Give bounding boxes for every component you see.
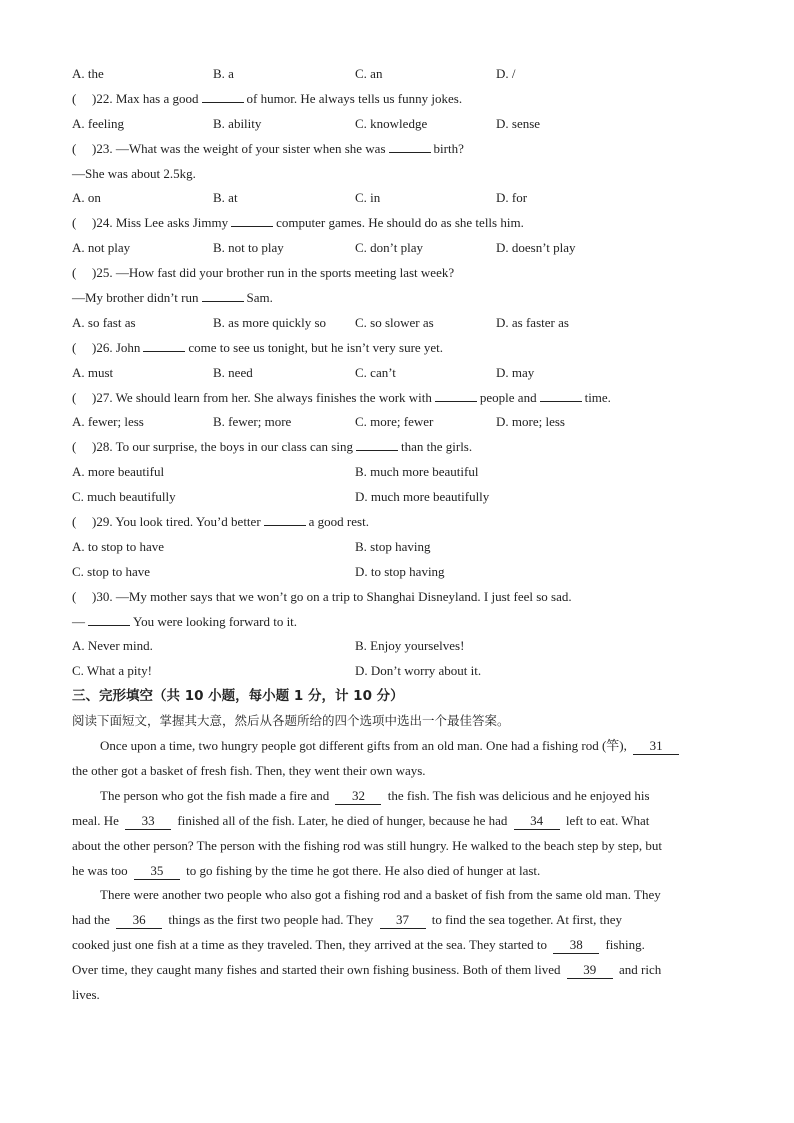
q23-text-pre: )23. —What was the weight of your sister when she was [92,140,386,156]
answer-paren[interactable]: ( [72,215,77,231]
passage-text: to find the sea together. At first, they [431,912,623,928]
q23-option-a[interactable]: A. on [72,190,101,206]
q24-option-b[interactable]: B. not to play [213,240,284,256]
answer-paren[interactable]: ( [72,140,77,156]
passage-line [72,984,722,1009]
q26-text-post: come to see us tonight, but he isn’t very sure yet. [188,339,444,355]
answer-blank [356,438,398,451]
passage-line [72,884,722,909]
passage-line [72,835,722,860]
passage-text: he was too [72,862,128,878]
q27-option-b[interactable]: B. fewer; more [213,414,292,430]
answer-paren[interactable]: ( [72,514,77,530]
q24-stem [72,212,722,237]
q25-option-b[interactable]: B. as more quickly so [213,314,327,330]
q25-stem [72,262,722,287]
q30-option-c[interactable]: C. What a pity! [72,663,152,679]
q24-text-post: computer games. He should do as she tells him. [276,215,524,231]
q27-option-d[interactable]: D. more; less [496,414,565,430]
cloze-blank-37[interactable]: 37 [380,912,426,929]
q25-text: )25. —How fast did your brother run in the sports meeting last week? [92,265,455,281]
q22-option-c[interactable]: C. knowledge [355,115,428,131]
answer-blank [202,289,244,302]
q24-text-pre: )24. Miss Lee asks Jimmy [92,215,229,231]
answer-paren[interactable]: ( [72,265,77,281]
answer-paren[interactable]: ( [72,389,77,405]
q21-option-b[interactable]: B. a [213,66,234,81]
q28-options-row1 [72,461,722,486]
q30-stem [72,586,722,611]
q23-options [72,187,722,212]
passage-line [72,959,722,984]
passage-text: left to eat. What [565,812,650,828]
q25-option-c[interactable]: C. so slower as [355,314,434,330]
section3-instruction: 阅读下面短文，掌握其大意，然后从各题所给的四个选项中选出一个最佳答案。 [72,713,510,729]
answer-blank [435,389,477,402]
q27-option-a[interactable]: A. fewer; less [72,414,144,430]
passage-line [72,785,722,810]
passage-line [72,735,722,760]
q29-option-a[interactable]: A. to stop to have [72,538,165,554]
passage-text: the other got a basket of fresh fish. Then, they went their own ways. [72,762,426,778]
cloze-blank-35[interactable]: 35 [134,863,180,880]
q29-option-c[interactable]: C. stop to have [72,563,150,579]
q22-text-post: of humor. He always tells us funny jokes. [246,90,463,106]
cloze-blank-39[interactable]: 39 [567,962,613,979]
passage-text: had the [72,912,110,928]
q26-text-pre: )26. John [92,339,141,355]
q30-text-pre: — [72,613,85,629]
q21-option-c[interactable]: C. an [355,66,383,81]
q26-stem [72,337,722,362]
passage-text: fishing. [605,937,645,953]
answer-blank [231,214,273,227]
passage-text: to go fishing by the time he got there. He also died of hunger at last. [186,862,541,878]
section3-title: 三、完形填空（共 10 小题，每小题 1 分，计 10 分） [72,688,404,705]
passage-text: Once upon a time, two hungry people got different gifts from an old man. One had a fishing rod (竿), [100,738,627,754]
q30-option-d[interactable]: D. Don’t worry about it. [355,663,482,679]
q28-text-post: than the girls. [400,439,473,455]
cloze-blank-34[interactable]: 34 [514,813,560,830]
answer-paren[interactable]: ( [72,339,77,355]
passage-line [72,934,722,959]
q21-options [72,63,722,88]
q25-option-a[interactable]: A. so fast as [72,314,136,330]
passage-text: lives. [72,986,100,1002]
q30-text-post: You were looking forward to it. [133,613,298,629]
q23-option-b[interactable]: B. at [213,190,238,206]
cloze-blank-32[interactable]: 32 [335,788,381,805]
passage-text: the fish. The fish was delicious and he enjoyed his [387,787,650,803]
q21-option-d[interactable]: D. / [496,66,516,81]
q27-options [72,411,722,436]
q30-text: )30. —My mother says that we won’t go on a trip to Shanghai Disneyland. I just feel so sad. [92,588,572,604]
q24-option-a[interactable]: A. not play [72,240,131,256]
answer-blank [540,389,582,402]
answer-paren[interactable]: ( [72,90,77,106]
answer-blank [389,140,431,153]
q26-option-d[interactable]: D. may [496,364,535,380]
q25-option-d[interactable]: D. as faster as [496,314,569,330]
passage-text: cooked just one fish at a time as they traveled. Then, they arrived at the sea. They started to [72,937,547,953]
q23-answer-line: —She was about 2.5kg. [72,165,196,181]
q26-option-a[interactable]: A. must [72,364,114,380]
exam-content [72,63,722,1009]
answer-paren[interactable]: ( [72,588,77,604]
q29-option-b[interactable]: B. stop having [355,538,431,554]
q26-options [72,362,722,387]
q29-options-row1 [72,536,722,561]
passage-text: and rich [619,962,662,978]
q28-stem [72,436,722,461]
q29-stem [72,511,722,536]
q30-answer-line [72,611,722,636]
q27-stem [72,387,722,412]
q28-text-pre: )28. To our surprise, the boys in our class can sing [92,439,353,455]
cloze-passage [72,735,722,1009]
q28-options-row2 [72,486,722,511]
passage-text: finished all of the fish. Later, he died of hunger, because he had [177,812,508,828]
passage-text: meal. He [72,812,119,828]
answer-paren[interactable]: ( [72,439,77,455]
q25-text-post: Sam. [246,290,273,306]
q25-text-pre: —My brother didn’t run [72,290,199,306]
q23-option-d[interactable]: D. for [496,190,528,206]
q27-text-pre: )27. We should learn from her. She always finishes the work with [92,389,432,405]
q22-text-pre: )22. Max has a good [92,90,199,106]
passage-text: The person who got the fish made a fire and [100,787,330,803]
q30-option-b[interactable]: B. Enjoy yourselves! [355,638,465,654]
q23-text-post: birth? [433,140,464,156]
q22-option-d[interactable]: D. sense [496,115,541,131]
cloze-blank-38[interactable]: 38 [553,937,599,954]
q27-option-c[interactable]: C. more; fewer [355,414,434,430]
q23-option-c[interactable]: C. in [355,190,381,206]
passage-line [72,810,722,835]
cloze-blank-33[interactable]: 33 [125,813,171,830]
q28-option-b[interactable]: B. much more beautiful [355,464,479,480]
q30-option-a[interactable]: A. Never mind. [72,638,153,654]
q22-option-a[interactable]: A. feeling [72,115,124,131]
q30-options-row2 [72,660,722,685]
q22-option-b[interactable]: B. ability [213,115,262,131]
q25-options [72,312,722,337]
q28-option-d[interactable]: D. much more beautifully [355,489,490,505]
passage-text: There were another two people who also got a fishing rod and a basket of fish from the same old man. They [100,887,661,903]
answer-blank [202,90,244,103]
answer-blank [264,513,306,526]
q29-option-d[interactable]: D. to stop having [355,563,445,579]
q28-option-c[interactable]: C. much beautifully [72,489,176,505]
q22-stem [72,88,722,113]
passage-line [72,860,722,885]
passage-text: things as the first two people had. They [168,912,374,928]
q26-option-b[interactable]: B. need [213,364,253,380]
q22-options [72,113,722,138]
q23-stem [72,138,722,163]
q26-option-c[interactable]: C. can’t [355,364,396,380]
q29-options-row2 [72,561,722,586]
cloze-blank-36[interactable]: 36 [116,912,162,929]
q21-option-a[interactable]: A. the [72,66,104,81]
q29-text-post: a good rest. [308,514,369,530]
q30-options-row1 [72,635,722,660]
q24-option-d[interactable]: D. doesn’t play [496,240,576,256]
q24-options [72,237,722,262]
passage-text: about the other person? The person with the fishing rod was still hungry. He walked to the beach step by step, but [72,837,662,853]
answer-blank [143,339,185,352]
answer-blank [88,613,130,626]
q27-text-mid: people and [479,389,537,405]
q25-answer-line [72,287,722,312]
cloze-blank-31[interactable]: 31 [633,738,679,755]
q29-text-pre: )29. You look tired. You’d better [92,514,261,530]
q28-option-a[interactable]: A. more beautiful [72,464,165,480]
q27-text-post: time. [584,389,611,405]
passage-line [72,909,722,934]
passage-line [72,760,722,785]
q24-option-c[interactable]: C. don’t play [355,240,424,256]
passage-text: Over time, they caught many fishes and started their own fishing business. Both of them lived [72,962,561,978]
